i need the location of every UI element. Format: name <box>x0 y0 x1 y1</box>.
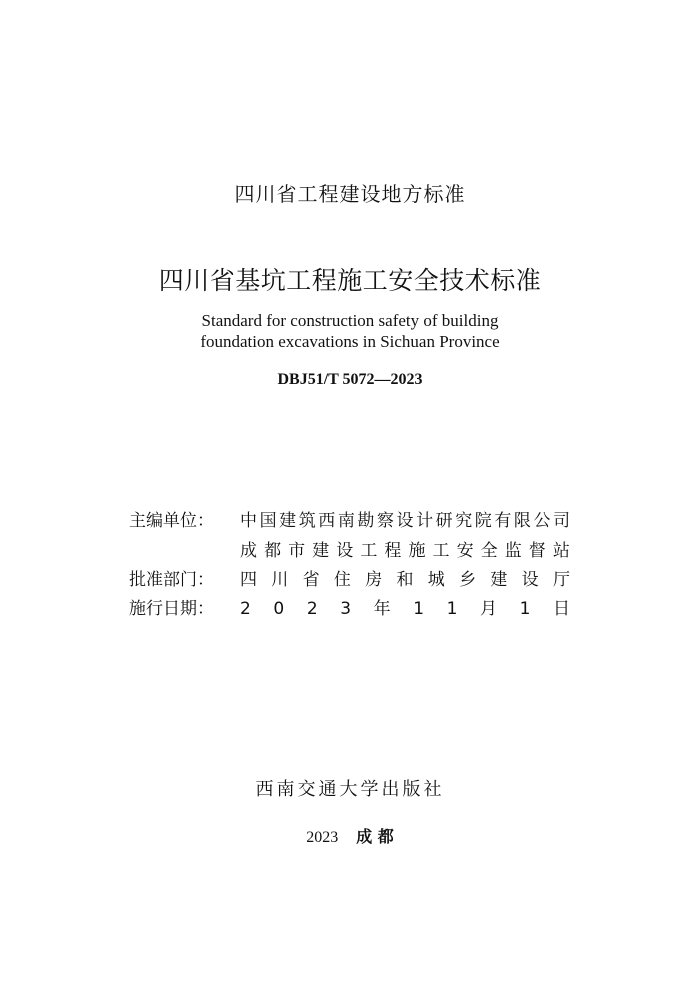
info-char: 督 <box>528 541 546 561</box>
info-char: 月 <box>480 599 498 619</box>
info-char: 公 <box>533 511 551 531</box>
info-char: 厅 <box>552 570 570 590</box>
info-char: 日 <box>553 599 570 619</box>
info-char: 设 <box>396 511 414 531</box>
effective-date-label: 施行日期： <box>129 599 214 619</box>
info-char: 0 <box>273 599 285 619</box>
english-title-line-1: Standard for construction safety of building <box>201 311 499 330</box>
info-char: 中 <box>240 511 257 531</box>
info-char: 南 <box>337 511 355 531</box>
editor-label: 主编单位： <box>129 511 214 531</box>
info-char: 省 <box>302 570 320 590</box>
approver-value <box>240 568 570 592</box>
info-char: 限 <box>513 511 531 531</box>
info-char: 建 <box>312 541 330 561</box>
info-char: 工 <box>360 541 378 561</box>
publication-city: 成 都 <box>356 827 394 846</box>
publication-line <box>0 824 700 847</box>
info-char: 计 <box>416 511 434 531</box>
english-title-line-2: foundation excavations in Sichuan Province <box>200 332 500 351</box>
series-title: 四川省工程建设地方标准 <box>234 182 466 206</box>
editor-row <box>0 509 700 533</box>
info-char: 施 <box>408 541 426 561</box>
info-char: 设 <box>521 570 539 590</box>
standard-code: DBJ51/T 5072—2023 <box>277 371 423 388</box>
info-char: 3 <box>340 599 352 619</box>
info-char: 设 <box>336 541 354 561</box>
info-char: 2 <box>240 599 251 619</box>
info-char: 成 <box>240 541 257 561</box>
info-char: 房 <box>365 570 383 590</box>
info-char: 全 <box>480 541 498 561</box>
approver-row <box>0 568 700 592</box>
info-char: 院 <box>474 511 492 531</box>
info-char: 2 <box>306 599 318 619</box>
info-char: 1 <box>519 599 531 619</box>
info-char: 有 <box>494 511 512 531</box>
info-char: 市 <box>288 541 306 561</box>
editor-value-2 <box>240 539 570 563</box>
info-char: 勘 <box>357 511 375 531</box>
info-char: 司 <box>553 511 570 531</box>
info-char: 察 <box>376 511 394 531</box>
info-char: 监 <box>504 541 522 561</box>
info-char: 站 <box>552 541 570 561</box>
info-char: 究 <box>455 511 473 531</box>
info-char: 安 <box>456 541 474 561</box>
info-char: 西 <box>318 511 336 531</box>
approver-label: 批准部门： <box>129 570 214 590</box>
info-char: 和 <box>396 570 414 590</box>
main-title: 四川省基坑工程施工安全技术标准 <box>158 266 542 295</box>
info-char: 川 <box>271 570 289 590</box>
effective-date-value <box>240 597 570 621</box>
info-char: 都 <box>264 541 282 561</box>
publication-year: 2023 <box>306 829 339 846</box>
info-char: 四 <box>240 570 257 590</box>
info-char: 1 <box>446 599 458 619</box>
info-char: 工 <box>432 541 450 561</box>
info-char: 住 <box>333 570 351 590</box>
info-char: 建 <box>490 570 508 590</box>
info-char: 城 <box>427 570 445 590</box>
info-char: 筑 <box>298 511 316 531</box>
english-title <box>0 310 700 352</box>
info-char: 程 <box>384 541 402 561</box>
info-char: 研 <box>435 511 453 531</box>
info-char: 国 <box>259 511 277 531</box>
info-char: 建 <box>279 511 297 531</box>
info-char: 1 <box>413 599 425 619</box>
editor-row-2 <box>0 539 700 563</box>
publisher-name: 西南交通大学出版社 <box>255 779 445 800</box>
editor-value-1 <box>240 509 570 533</box>
effective-date-row <box>0 597 700 621</box>
info-char: 年 <box>373 599 391 619</box>
info-char: 乡 <box>459 570 477 590</box>
